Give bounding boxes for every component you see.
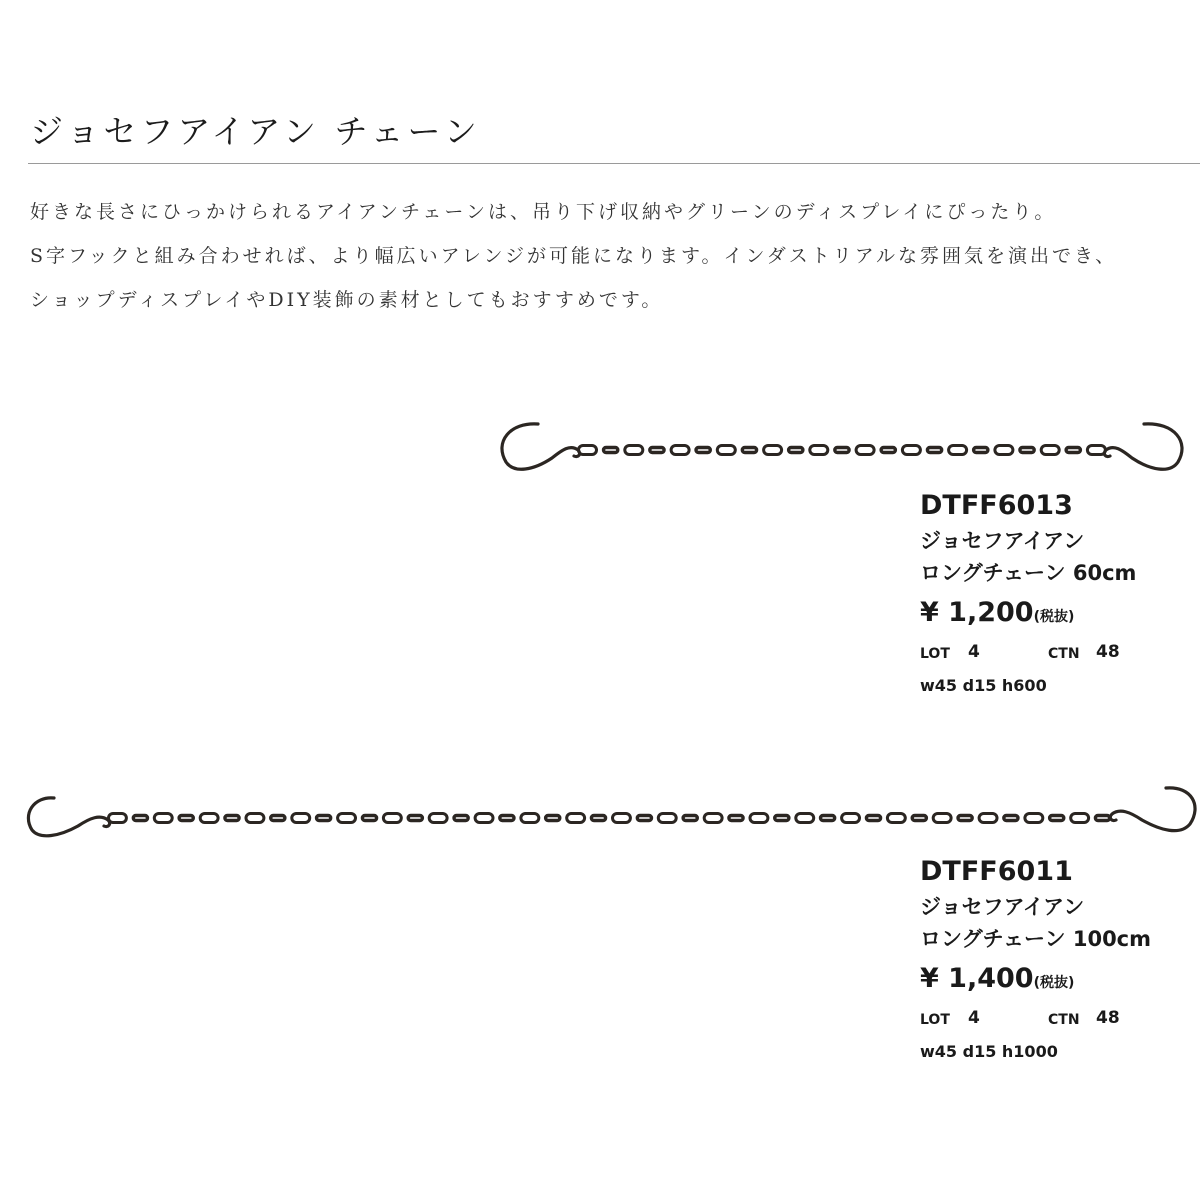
chain-link bbox=[154, 814, 172, 823]
chain-link bbox=[775, 816, 789, 821]
chain-link bbox=[881, 448, 895, 453]
chain-link bbox=[1020, 448, 1034, 453]
chain-link bbox=[949, 446, 967, 455]
product-sku: DTFF6013 bbox=[920, 490, 1073, 521]
intro-line-1: 好きな長さにひっかけられるアイアンチェーンは、吊り下げ収納やグリーンのディスプレイにぴったり。 bbox=[30, 201, 1057, 223]
chain-link bbox=[1041, 446, 1059, 455]
chain-link bbox=[604, 448, 618, 453]
chain-link bbox=[246, 814, 264, 823]
lot-label: LOT bbox=[920, 1012, 950, 1028]
spec-row bbox=[920, 638, 1190, 666]
chain-link bbox=[625, 446, 643, 455]
product-card-dtff6013 bbox=[920, 488, 1190, 700]
chain-link bbox=[1025, 814, 1043, 823]
chain-link bbox=[979, 814, 997, 823]
chain-link bbox=[179, 816, 193, 821]
tax-note: (税抜) bbox=[1033, 975, 1075, 991]
product-card-dtff6011 bbox=[920, 854, 1190, 1066]
chain-link bbox=[696, 448, 710, 453]
chain-link bbox=[109, 814, 127, 823]
chain-link bbox=[704, 814, 722, 823]
lot-value: 4 bbox=[968, 642, 980, 662]
lot-value: 4 bbox=[968, 1008, 980, 1028]
chain-link bbox=[1071, 814, 1089, 823]
s-hook-right bbox=[1104, 424, 1182, 469]
chain-link bbox=[362, 816, 376, 821]
chain-link bbox=[1095, 816, 1109, 821]
chain-link bbox=[842, 814, 860, 823]
product-name-line2: ロングチェーン 60cm bbox=[920, 561, 1137, 585]
chain-link bbox=[912, 816, 926, 821]
chain-link bbox=[1066, 448, 1080, 453]
ctn-value: 48 bbox=[1096, 642, 1120, 662]
intro-line-2: S字フックと組み合わせれば、より幅広いアレンジが可能になります。インダストリアルな雰囲気を演出でき、 bbox=[30, 245, 1118, 267]
chain-link bbox=[887, 814, 905, 823]
chain-60cm-image bbox=[490, 420, 1200, 480]
s-hook-right bbox=[1110, 788, 1195, 831]
ctn-value: 48 bbox=[1096, 1008, 1120, 1028]
chain-link bbox=[789, 448, 803, 453]
intro-text bbox=[30, 195, 1200, 327]
chain-link bbox=[933, 814, 951, 823]
chain-link bbox=[742, 448, 756, 453]
product-price: ¥ 1,400 bbox=[920, 963, 1034, 994]
chain-link bbox=[671, 446, 689, 455]
chain-link bbox=[1004, 816, 1018, 821]
chain-link bbox=[764, 446, 782, 455]
chain-link bbox=[683, 816, 697, 821]
ctn-label: CTN bbox=[1048, 646, 1080, 662]
chain-link bbox=[637, 816, 651, 821]
chain-link bbox=[200, 814, 218, 823]
chain-link bbox=[521, 814, 539, 823]
chain-link bbox=[546, 816, 560, 821]
chain-link bbox=[1087, 446, 1105, 455]
chain-link bbox=[796, 814, 814, 823]
tax-note: (税抜) bbox=[1033, 609, 1075, 625]
chain-link bbox=[729, 816, 743, 821]
chain-link bbox=[821, 816, 835, 821]
chain-link bbox=[500, 816, 514, 821]
title-divider bbox=[28, 163, 1200, 164]
chain-link bbox=[133, 816, 147, 821]
chain-link bbox=[835, 448, 849, 453]
product-name-line1: ジョセフアイアン bbox=[920, 895, 1085, 919]
chain-link bbox=[317, 816, 331, 821]
chain-link bbox=[225, 816, 239, 821]
chain-link bbox=[475, 814, 493, 823]
chain-link bbox=[974, 448, 988, 453]
chain-link bbox=[927, 448, 941, 453]
chain-link bbox=[292, 814, 310, 823]
chain-link bbox=[429, 814, 447, 823]
chain-link bbox=[454, 816, 468, 821]
chain-link bbox=[567, 814, 585, 823]
price-row bbox=[920, 962, 1190, 1000]
product-name-line1: ジョセフアイアン bbox=[920, 529, 1085, 553]
chain-link bbox=[1050, 816, 1064, 821]
product-dimensions: w45 d15 h600 bbox=[920, 676, 1047, 695]
chain-link bbox=[591, 816, 605, 821]
chain-link bbox=[650, 448, 664, 453]
chain-link bbox=[750, 814, 768, 823]
chain-link bbox=[383, 814, 401, 823]
chain-link bbox=[658, 814, 676, 823]
s-hook-left bbox=[28, 798, 109, 836]
chain-link bbox=[717, 446, 735, 455]
intro-line-3: ショップディスプレイやDIY装飾の素材としてもおすすめです。 bbox=[30, 289, 664, 311]
chain-link bbox=[958, 816, 972, 821]
s-hook-left bbox=[502, 424, 580, 469]
chain-link bbox=[579, 446, 597, 455]
product-name-line2: ロングチェーン 100cm bbox=[920, 927, 1152, 951]
product-dimensions: w45 d15 h1000 bbox=[920, 1042, 1058, 1061]
page-title: ジョセフアイアン チェーン bbox=[30, 112, 481, 151]
chain-link bbox=[810, 446, 828, 455]
chain-link bbox=[408, 816, 422, 821]
lot-label: LOT bbox=[920, 646, 950, 662]
chain-100cm-image bbox=[20, 780, 1200, 850]
price-row bbox=[920, 596, 1190, 634]
chain-link bbox=[902, 446, 920, 455]
product-price: ¥ 1,200 bbox=[920, 597, 1034, 628]
chain-link bbox=[271, 816, 285, 821]
chain-link bbox=[866, 816, 880, 821]
spec-row bbox=[920, 1004, 1190, 1032]
product-sku: DTFF6011 bbox=[920, 856, 1073, 887]
ctn-label: CTN bbox=[1048, 1012, 1080, 1028]
chain-link bbox=[338, 814, 356, 823]
chain-link bbox=[613, 814, 631, 823]
chain-link bbox=[995, 446, 1013, 455]
chain-link bbox=[856, 446, 874, 455]
